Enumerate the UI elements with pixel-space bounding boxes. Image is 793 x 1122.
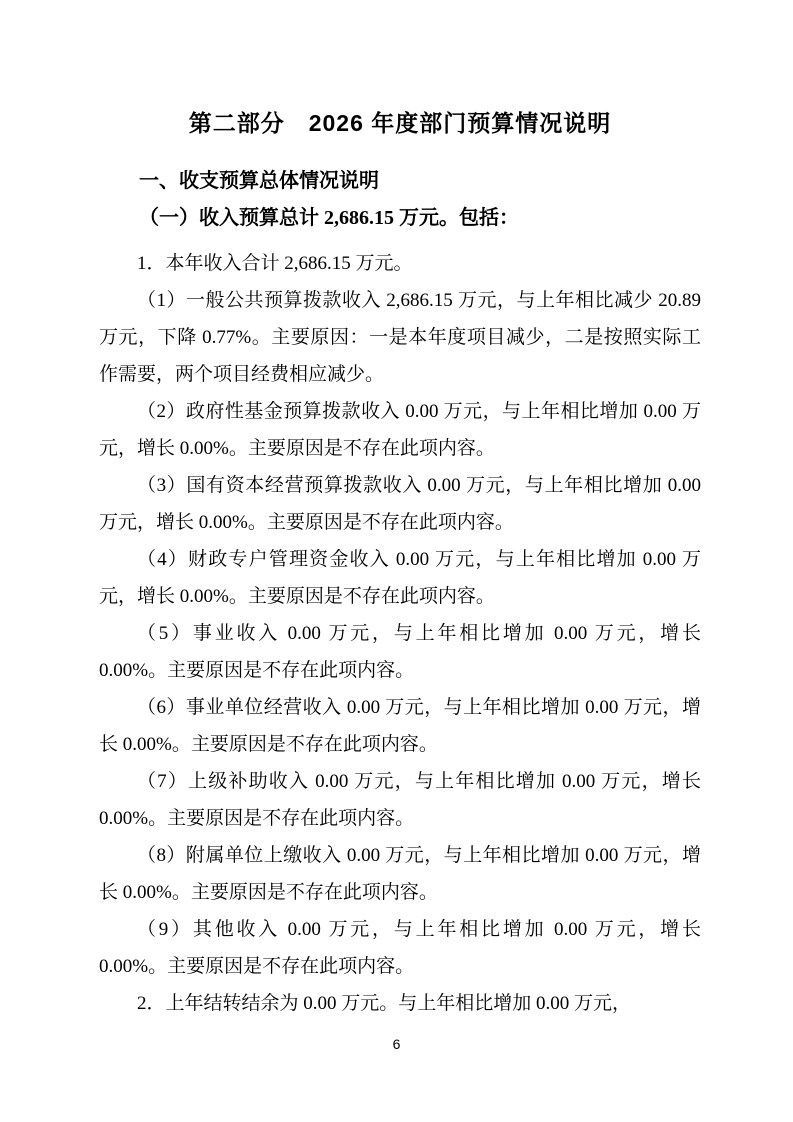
paragraph-current-year-income: 1．本年收入合计 2,686.15 万元。 [137,253,413,274]
page-number: 6 [392,1036,401,1052]
paragraph-fiscal-special-account-income: （4）财政专户管理资金收入 0.00 万元，与上年相比增加 0.00 万元，增长 0.00%。主要原因是不存在此项内容。 [99,549,701,607]
paragraph-other-income: （9）其他收入 0.00 万元，与上年相比增加 0.00 万元，增长 0.00%。主要原因是不存在此项内容。 [99,919,701,977]
paragraph-affiliated-unit-income: （8）附属单位上缴收入 0.00 万元，与上年相比增加 0.00 万元，增长 0.00%。主要原因是不存在此项内容。 [99,845,701,903]
document-content [99,0,701,1022]
paragraph-institution-operating-income: （6）事业单位经营收入 0.00 万元，与上年相比增加 0.00 万元，增长 0.00%。主要原因是不存在此项内容。 [99,697,701,755]
document-title: 第二部分 2026 年度部门预算情况说明 [188,110,612,136]
body-paragraphs [99,245,701,1022]
paragraph-institutional-income: （5）事业收入 0.00 万元，与上年相比增加 0.00 万元，增长 0.00%。主要原因是不存在此项内容。 [99,623,701,681]
paragraph-general-public-budget-income: （1）一般公共预算拨款收入 2,686.15 万元，与上年相比减少 20.89 万元，下降 0.77%。主要原因：一是本年度项目减少，二是按照实际工作需要，两个项目经费相应减少。 [99,290,701,385]
paragraph-government-fund-income: （2）政府性基金预算拨款收入 0.00 万元，与上年相比增加 0.00 万元，增长 0.00%。主要原因是不存在此项内容。 [99,401,701,459]
subsection-heading-income-total: （一）收入预算总计 2,686.15 万元。包括： [139,207,519,229]
paragraph-carryover-balance: 2．上年结转结余为 0.00 万元。与上年相比增加 0.00 万元， [137,993,632,1014]
paragraph-superior-subsidy-income: （7）上级补助收入 0.00 万元，与上年相比增加 0.00 万元，增长 0.00%。主要原因是不存在此项内容。 [99,771,701,829]
section-heading-budget-overview: 一、收支预算总体情况说明 [139,170,379,192]
paragraph-state-capital-income: （3）国有资本经营预算拨款收入 0.00 万元，与上年相比增加 0.00 万元，增长 0.00%。主要原因是不存在此项内容。 [99,475,701,533]
